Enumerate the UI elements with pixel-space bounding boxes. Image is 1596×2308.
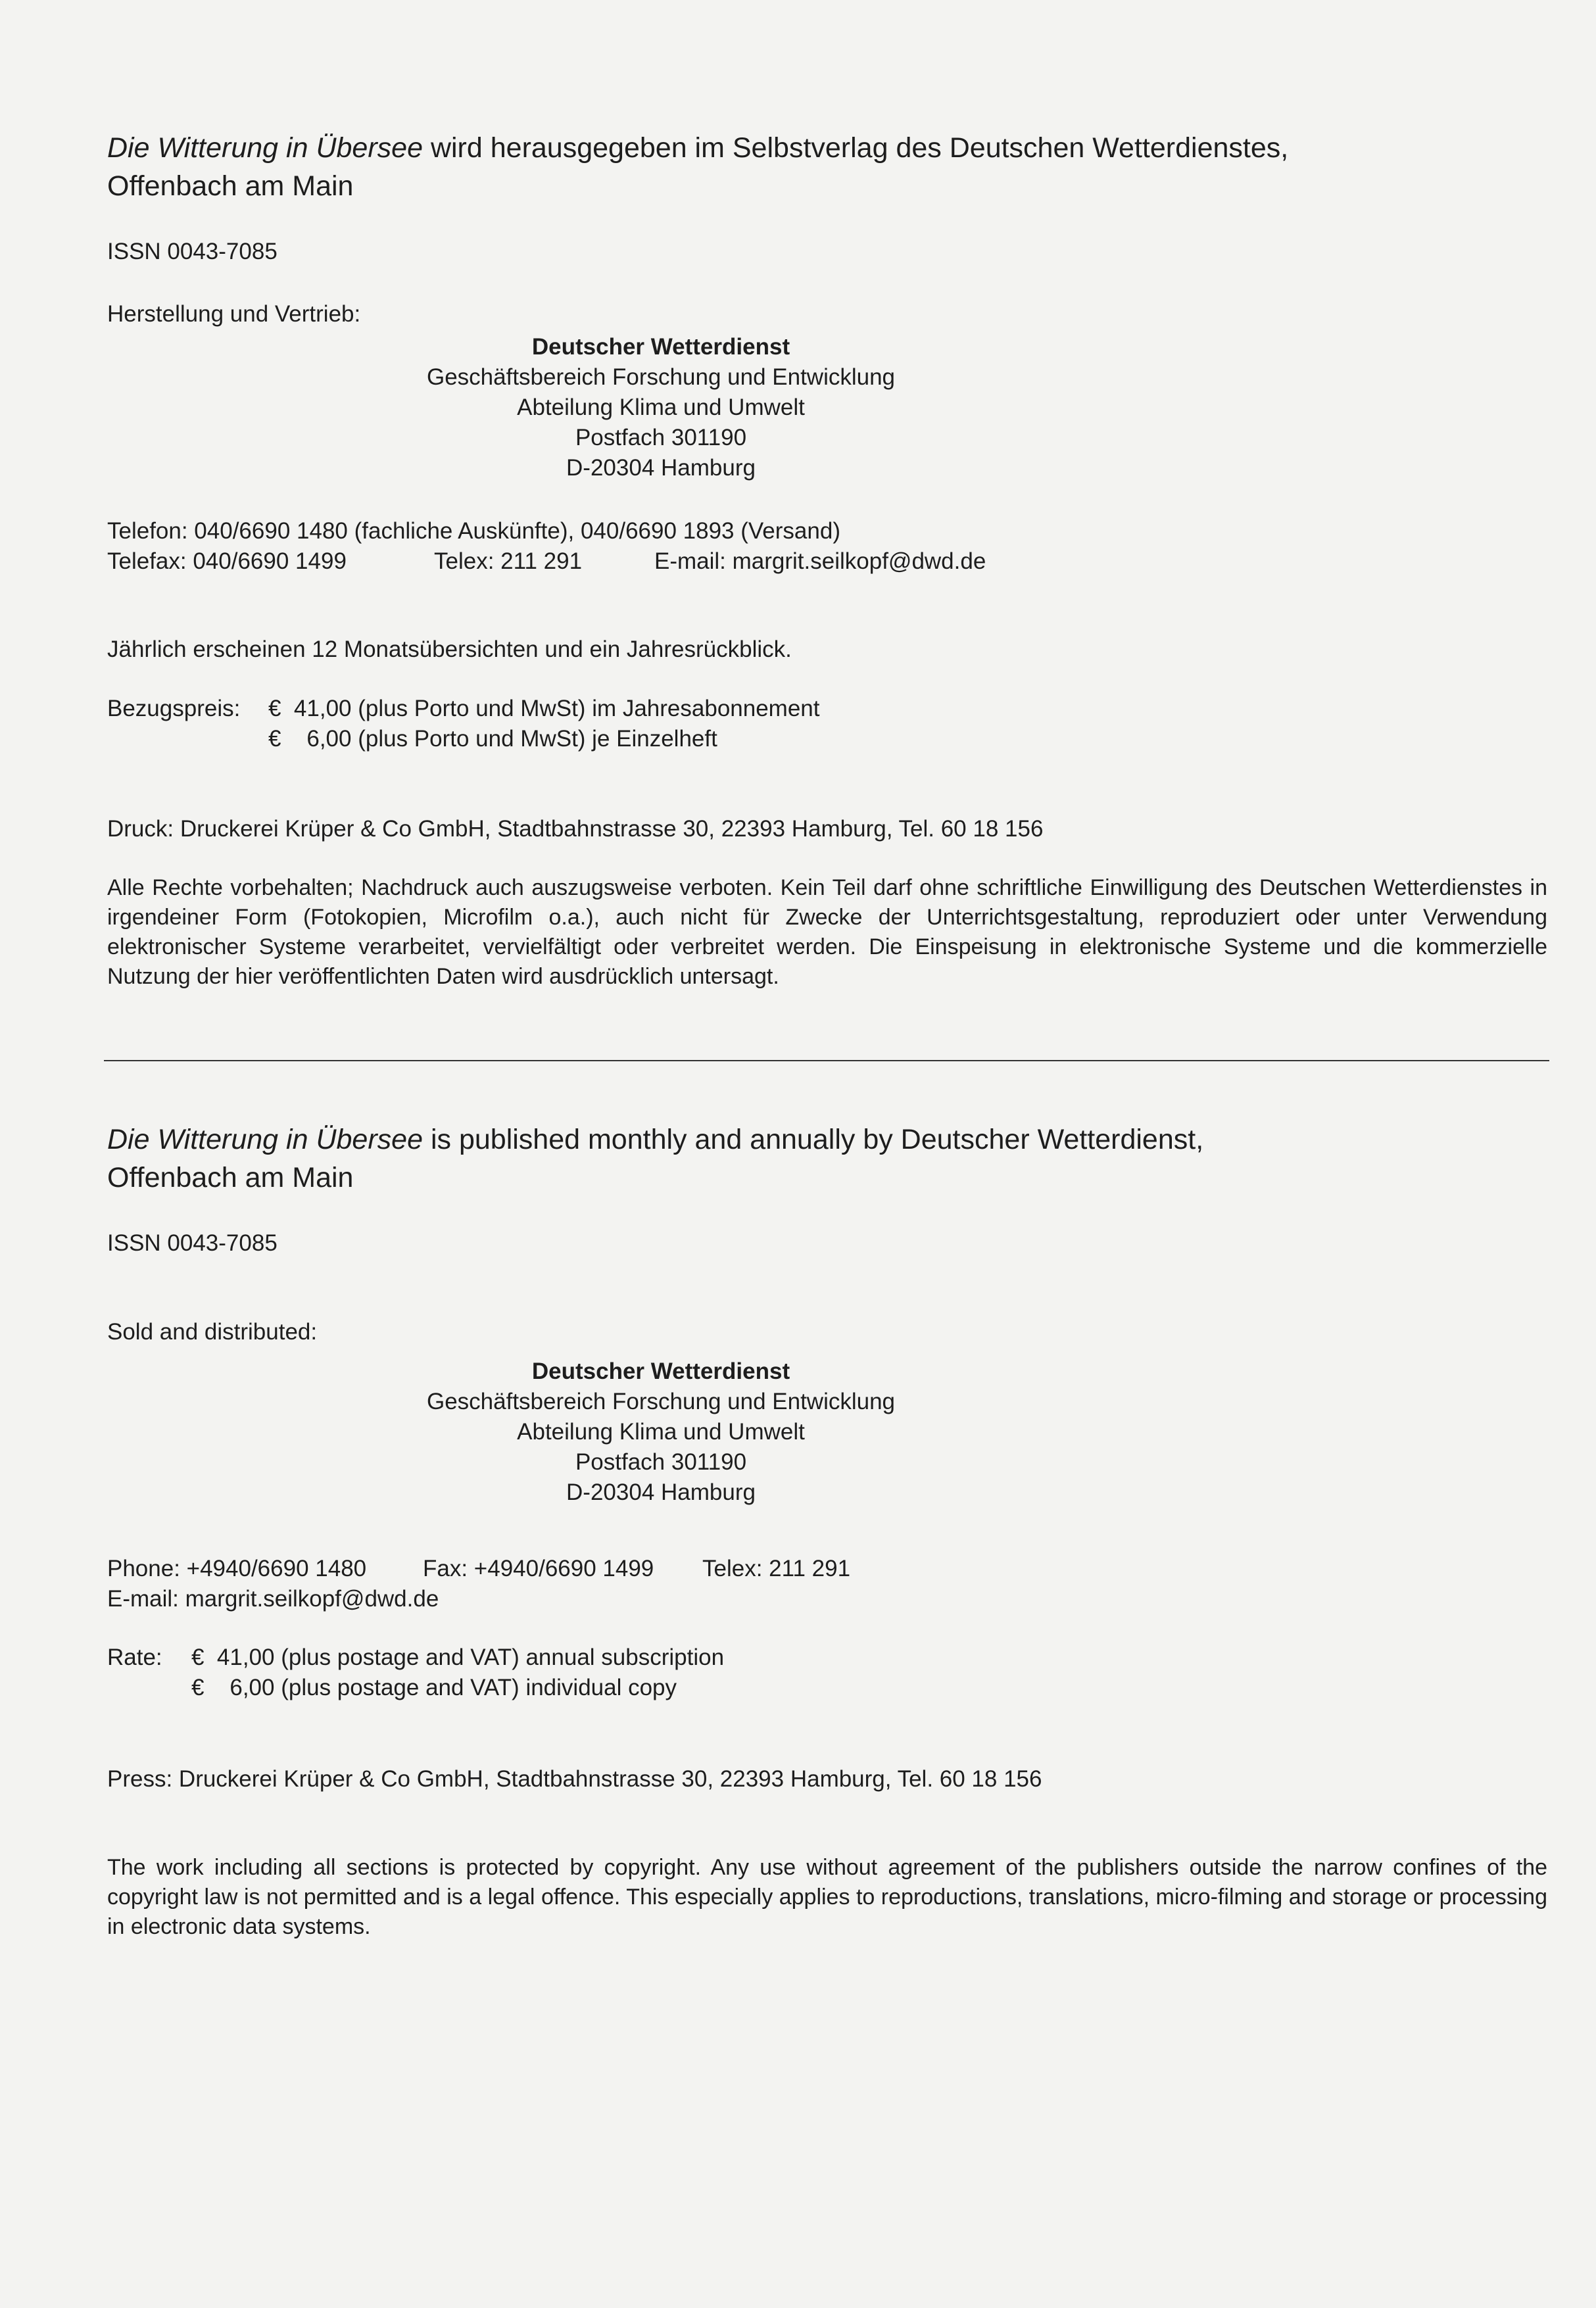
de-price [107,694,1547,754]
de-fax: Telefax: 040/6690 1499 [107,548,347,574]
en-rate-single: € 6,00 (plus postage and VAT) individual copy [191,1675,677,1700]
en-issn: ISSN 0043-7085 [107,1230,278,1256]
en-rate-annual: € 41,00 (plus postage and VAT) annual subscription [191,1645,725,1670]
de-phone: Telefon: 040/6690 1480 (fachliche Auskünfte), 040/6690 1893 (Versand) [107,518,840,544]
de-publisher-text: wird herausgegeben im Selbstverlag des Deutschen Wetterdienstes, [423,132,1289,164]
de-price-single: € 6,00 (plus Porto und MwSt) je Einzelheft [268,726,717,752]
en-address-org: Deutscher Wetterdienst [531,1358,790,1384]
en-rate [107,1643,1547,1703]
de-address-dept: Geschäftsbereich Forschung und Entwicklung [426,364,896,390]
en-address-dept: Geschäftsbereich Forschung und Entwicklung [426,1389,896,1414]
de-price-annual: € 41,00 (plus Porto und MwSt) im Jahresabonnement [268,696,820,721]
en-address-section: Abteilung Klima und Umwelt [517,1419,805,1445]
de-address-block [0,332,1322,483]
de-address-pobox: Postfach 301190 [575,425,747,450]
en-telex: Telex: 211 291 [702,1556,851,1581]
en-address-city: D-20304 Hamburg [566,1479,756,1505]
de-address-section: Abteilung Klima und Umwelt [517,395,805,420]
de-publication-title: Die Witterung in Übersee [107,132,423,164]
en-address-block [0,1357,1322,1508]
en-publication-title: Die Witterung in Übersee [107,1124,423,1155]
de-telex: Telex: 211 291 [434,548,583,574]
de-print-info: Druck: Druckerei Krüper & Co GmbH, Stadtbahnstrasse 30, 22393 Hamburg, Tel. 60 18 156 [107,816,1044,842]
de-issn: ISSN 0043-7085 [107,239,278,264]
en-phone: Phone: +4940/6690 1480 [107,1556,367,1581]
de-price-label: Bezugspreis: [107,696,241,721]
de-address-city: D-20304 Hamburg [566,455,756,481]
section-divider [104,1060,1549,1061]
de-distribution-label: Herstellung und Vertrieb: [107,301,361,327]
en-email: E-mail: margrit.seilkopf@dwd.de [107,1586,439,1612]
en-press-info: Press: Druckerei Krüper & Co GmbH, Stadtbahnstrasse 30, 22393 Hamburg, Tel. 60 18 156 [107,1766,1042,1792]
de-publisher-statement [107,129,1547,205]
en-publisher-statement [107,1120,1547,1197]
en-publisher-location: Offenbach am Main [107,1162,354,1193]
de-frequency: Jährlich erscheinen 12 Monatsübersichten und ein Jahresrückblick. [107,637,792,662]
en-distribution-label: Sold and distributed: [107,1319,318,1345]
de-contact [107,516,1547,577]
en-fax: Fax: +4940/6690 1499 [423,1556,654,1581]
de-email: E-mail: margrit.seilkopf@dwd.de [654,548,986,574]
de-address-org: Deutscher Wetterdienst [531,334,790,360]
de-publisher-location: Offenbach am Main [107,170,354,202]
en-publisher-text: is published monthly and annually by Deutscher Wetterdienst, [423,1124,1204,1155]
de-rights-notice: Alle Rechte vorbehalten; Nachdruck auch auszugsweise verboten. Kein Teil darf ohne schriftliche Einwilligung des Deutschen Wetterdienstes in irgendeiner Form (Fotokopien, Microfilm o.a.), auch nicht für Zwecke der Unterrichtsgestaltung, reproduziert oder unter Verwendung elektronischer Systeme verarbeitet, vervielfältigt oder verbreitet werden. Die Einspeisung in elektronische Systeme und die kommerzielle Nutzung der hier veröffentlichten Daten wird ausdrücklich untersagt. [107,875,1547,989]
en-copyright-notice: The work including all sections is protected by copyright. Any use without agreement of the publishers outside the narrow confines of the copyright law is not permitted and is a legal offence. This especially applies to reproductions, translations, micro-filming and storage or processing in electronic data systems. [107,1855,1547,1939]
en-rate-label: Rate: [107,1645,162,1670]
en-address-pobox: Postfach 301190 [575,1449,747,1475]
en-contact [107,1554,1547,1614]
